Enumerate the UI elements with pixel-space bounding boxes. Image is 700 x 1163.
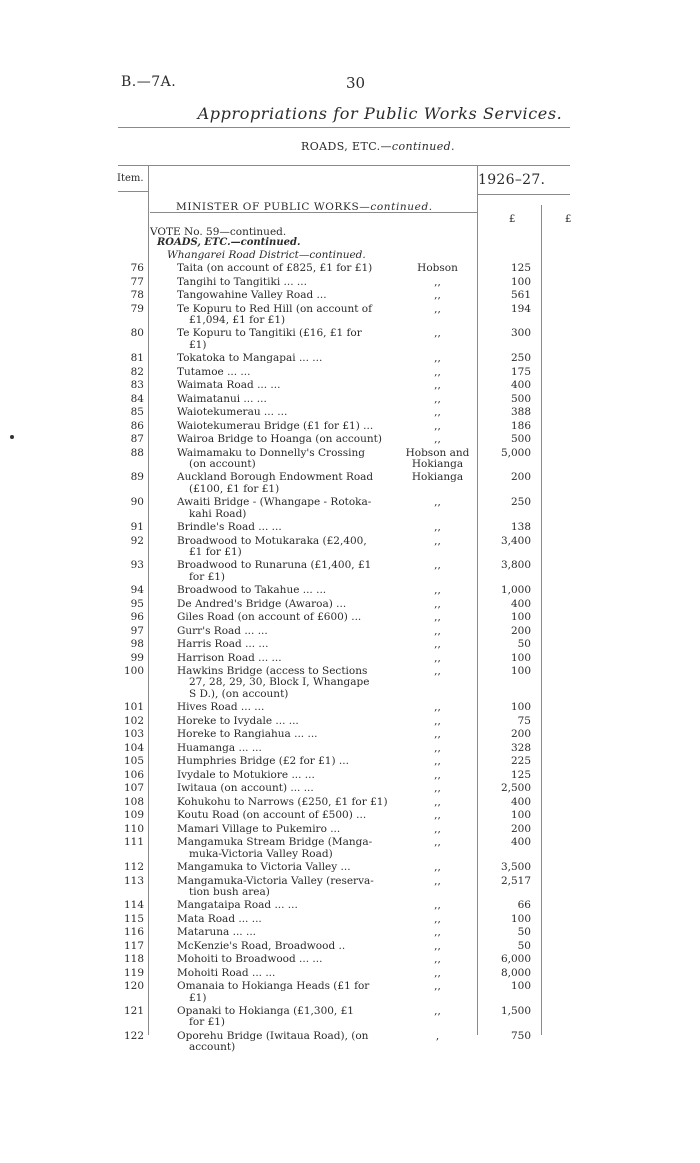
item-description: account)	[189, 1041, 236, 1054]
item-description: Iwitaua (on account) ... ...	[177, 782, 314, 795]
amount: 8,000	[500, 966, 531, 979]
item-description: Mata Road ... ...	[177, 912, 262, 925]
item-number: 122	[123, 1029, 144, 1042]
item-number: 111	[123, 836, 144, 849]
item-number: 79	[130, 302, 144, 315]
electorate: ,,	[434, 822, 441, 835]
amount: 2,500	[500, 782, 531, 795]
electorate: ,,	[434, 701, 441, 714]
page-title: Appropriations for Public Works Services.	[197, 104, 563, 123]
item-description: McKenzie's Road, Broadwood ..	[177, 939, 346, 952]
item-description: Broadwood to Takahue ... ...	[177, 584, 327, 597]
electorate: ,,	[434, 980, 441, 993]
amount: 186	[510, 419, 531, 432]
item-number: 109	[123, 809, 144, 822]
item-description: Humphries Bridge (£2 for £1) ...	[177, 755, 349, 768]
amount: 3,800	[500, 559, 531, 572]
amount: 138	[510, 521, 531, 533]
amount: 400	[510, 597, 531, 610]
item-number: 80	[130, 327, 144, 340]
amount: 1,000	[500, 584, 531, 597]
item-number: 114	[123, 899, 144, 912]
item-description: Mohoiti Road ... ...	[177, 966, 276, 979]
amount: 500	[510, 433, 531, 446]
amount: 250	[510, 496, 531, 509]
margin-mark	[10, 435, 14, 439]
item-description: Horeke to Rangiahua ... ...	[177, 728, 318, 741]
item-description: Waimata Road ... ...	[177, 379, 281, 392]
item-number: 83	[130, 379, 144, 392]
item-description: Waiotekumerau Bridge (£1 for £1) ...	[177, 419, 374, 432]
district-heading: Whangarei Road District—continued.	[167, 249, 366, 261]
amount: 194	[510, 302, 531, 315]
item-description: Brindle's Road ... ...	[177, 521, 282, 533]
item-number: 90	[130, 496, 144, 509]
item-number: 117	[123, 939, 144, 952]
table-top-rule	[118, 165, 570, 166]
item-number: 82	[130, 365, 144, 378]
item-description: Waiotekumerau ... ...	[177, 406, 288, 419]
item-description: Broadwood to Motukaraka (£2,400,	[177, 534, 367, 547]
page-reference: B.—7A.	[121, 74, 177, 90]
electorate: Hobson	[417, 262, 458, 274]
amount: 100	[510, 275, 531, 288]
section-subtitle	[0, 140, 700, 153]
electorate: ,,	[434, 433, 441, 446]
amount: 328	[510, 741, 531, 754]
electorate: ,,	[434, 327, 441, 340]
item-column-header: Item.	[117, 173, 144, 184]
item-description: Te Kopuru to Red Hill (on account of	[177, 302, 373, 315]
electorate: ,,	[434, 611, 441, 624]
year-header-rule	[478, 194, 570, 195]
item-column-divider	[148, 165, 149, 1035]
item-number: 106	[123, 768, 144, 781]
item-description: Broadwood to Runaruna (£1,400, £1	[177, 559, 372, 572]
item-number: 77	[130, 275, 144, 288]
electorate: Hobson and	[405, 446, 470, 459]
electorate: ,,	[434, 597, 441, 610]
electorate: ,,	[434, 966, 441, 979]
item-number: 99	[130, 651, 144, 664]
amount: 388	[510, 406, 531, 419]
item-description: Tangowahine Valley Road ...	[177, 289, 327, 301]
item-description: Mataruna ... ...	[177, 926, 256, 939]
item-description: (£100, £1 for £1)	[189, 482, 280, 495]
amount: 250	[510, 352, 531, 365]
item-description: Mangataipa Road ... ...	[177, 899, 298, 912]
amount: 6,000	[500, 953, 531, 966]
electorate: Hokianga	[411, 471, 464, 484]
amount: 400	[510, 379, 531, 392]
amount: 100	[510, 701, 531, 714]
amount: 100	[510, 651, 531, 664]
item-number: 98	[130, 638, 144, 651]
electorate: ,,	[434, 782, 441, 795]
item-number: 107	[123, 782, 144, 795]
item-description: Waimatanui ... ...	[177, 392, 267, 405]
item-description: Hawkins Bridge (access to Sections	[177, 665, 368, 678]
item-number: 85	[130, 406, 144, 419]
electorate: ,,	[434, 795, 441, 808]
amount: 2,517	[500, 874, 531, 887]
amount: 100	[510, 611, 531, 624]
item-description: Mamari Village to Pukemiro ...	[177, 822, 341, 835]
electorate: ,,	[434, 912, 441, 925]
item-number: 116	[123, 926, 144, 939]
electorate: ,,	[434, 419, 441, 432]
item-number: 76	[130, 262, 144, 274]
item-description: 27, 28, 29, 30, Block I, Whangape	[189, 676, 370, 689]
electorate: ,,	[434, 534, 441, 547]
electorate: ,,	[434, 365, 441, 378]
electorate: ,,	[434, 302, 441, 315]
electorate: ,,	[434, 275, 441, 288]
electorate: ,,	[434, 926, 441, 939]
item-description: £1)	[189, 991, 207, 1004]
item-description: £1)	[189, 338, 207, 351]
item-number: 92	[130, 534, 144, 547]
item-number: 89	[130, 471, 144, 484]
subtitle-main: ROADS, ETC.—	[301, 140, 392, 153]
electorate: ,	[435, 1029, 440, 1042]
item-number: 97	[130, 624, 144, 637]
item-number: 105	[123, 755, 144, 768]
item-description: Auckland Borough Endowment Road	[177, 471, 374, 484]
amount: 1,500	[500, 1005, 531, 1018]
item-description: Mangamuka-Victoria Valley (reserva-	[177, 874, 374, 887]
electorate: ,,	[434, 496, 441, 509]
amount: 500	[510, 392, 531, 405]
electorate: ,,	[434, 874, 441, 887]
minister-rule	[150, 212, 477, 213]
electorate: ,,	[434, 392, 441, 405]
item-description: for £1)	[189, 1016, 226, 1029]
electorate: ,,	[434, 624, 441, 637]
item-description: (on account)	[189, 457, 256, 470]
item-description: Te Kopuru to Tangitiki (£16, £1 for	[177, 327, 362, 340]
electorate: ,,	[434, 899, 441, 912]
electorate: ,,	[434, 651, 441, 664]
amount: 400	[510, 795, 531, 808]
electorate: ,,	[434, 638, 441, 651]
item-description: Waimamaku to Donnelly's Crossing	[177, 446, 366, 459]
item-description: Mohoiti to Broadwood ... ...	[177, 953, 323, 966]
item-description: Harrison Road ... ...	[177, 651, 282, 664]
item-number: 95	[130, 597, 144, 610]
amount: 200	[510, 728, 531, 741]
title-rule	[118, 127, 570, 128]
item-number: 86	[130, 419, 144, 432]
item-description: Horeke to Ivydale ... ...	[177, 714, 299, 727]
item-description: Opanaki to Hokianga (£1,300, £1	[177, 1005, 354, 1018]
item-description: Mangamuka Stream Bridge (Manga-	[177, 836, 373, 849]
item-number: 120	[123, 980, 144, 993]
item-number: 102	[123, 714, 144, 727]
amount: 200	[510, 624, 531, 637]
electorate: ,,	[434, 379, 441, 392]
item-description: Tokatoka to Mangapai ... ...	[177, 352, 323, 365]
amount: 125	[510, 262, 531, 274]
item-description: Mangamuka to Victoria Valley ...	[177, 861, 351, 873]
amount: 561	[510, 289, 531, 301]
item-description: tion bush area)	[189, 885, 270, 898]
electorate: ,,	[434, 939, 441, 952]
item-description: Oporehu Bridge (Iwitaua Road), (on	[177, 1029, 369, 1042]
item-description: Koutu Road (on account of £500) ...	[177, 809, 367, 822]
roads-heading: ROADS, ETC.—continued.	[157, 237, 301, 248]
item-description: £1 for £1)	[189, 545, 242, 558]
page-number: 30	[346, 74, 366, 92]
electorate: ,,	[434, 289, 441, 301]
item-description: muka-Victoria Valley Road)	[189, 847, 333, 860]
minister-main: MINISTER OF PUBLIC WORKS—	[176, 201, 371, 213]
item-description: £1,094, £1 for £1)	[189, 313, 286, 326]
amount: 3,500	[500, 861, 531, 873]
item-number: 81	[130, 352, 144, 365]
pound-symbol-1: £	[509, 214, 516, 225]
amount: 750	[510, 1029, 531, 1042]
item-description: Tangihi to Tangitiki ... ...	[177, 275, 307, 288]
item-description: Gurr's Road ... ...	[177, 624, 268, 637]
item-number: 87	[130, 433, 144, 446]
amount: 200	[510, 822, 531, 835]
electorate: ,,	[434, 768, 441, 781]
pound-column-divider	[541, 205, 542, 1035]
amount: 5,000	[500, 446, 531, 459]
item-description: Wairoa Bridge to Hoanga (on account)	[177, 433, 382, 446]
item-number: 84	[130, 392, 144, 405]
item-number: 108	[123, 795, 144, 808]
amount: 100	[510, 665, 531, 678]
electorate: ,,	[434, 352, 441, 365]
amount: 125	[510, 768, 531, 781]
item-description: kahi Road)	[189, 507, 247, 520]
item-description: Omanaia to Hokianga Heads (£1 for	[177, 980, 370, 993]
item-number: 96	[130, 611, 144, 624]
item-description: Harris Road ... ...	[177, 638, 269, 651]
item-description: De Andred's Bridge (Awaroa) ...	[177, 597, 347, 610]
amount: 400	[510, 836, 531, 849]
electorate: ,,	[434, 809, 441, 822]
item-description: Kohukohu to Narrows (£250, £1 for £1)	[177, 795, 388, 808]
electorate: ,,	[434, 406, 441, 419]
amount: 100	[510, 809, 531, 822]
item-number: 91	[130, 521, 144, 533]
item-description: Awaiti Bridge - (Whangape - Rotoka-	[177, 496, 372, 509]
item-description: Ivydale to Motukiore ... ...	[177, 768, 315, 781]
item-number: 101	[123, 701, 144, 714]
item-number: 103	[123, 728, 144, 741]
item-number: 94	[130, 584, 144, 597]
minister-continued: continued.	[370, 201, 433, 213]
amount: 50	[517, 638, 531, 651]
item-description: Hives Road ... ...	[177, 701, 265, 714]
item-number: 118	[123, 953, 144, 966]
item-number: 119	[123, 966, 144, 979]
item-description: Taita (on account of £825, £1 for £1)	[177, 262, 373, 274]
item-description: Huamanga ... ...	[177, 741, 262, 754]
electorate: ,,	[434, 836, 441, 849]
item-header-rule	[118, 191, 148, 192]
amount: 175	[510, 365, 531, 378]
electorate: ,,	[434, 584, 441, 597]
year-column-header: 1926–27.	[478, 172, 546, 188]
electorate: ,,	[434, 755, 441, 768]
item-description: Giles Road (on account of £600) ...	[177, 611, 362, 624]
electorate: ,,	[434, 559, 441, 572]
electorate: Hokianga	[411, 457, 464, 470]
amount: 200	[510, 471, 531, 484]
item-description: for £1)	[189, 570, 226, 583]
item-number: 100	[123, 665, 144, 678]
amount: 100	[510, 912, 531, 925]
item-number: 110	[123, 822, 144, 835]
item-number: 93	[130, 559, 144, 572]
subtitle-continued: continued.	[391, 140, 455, 153]
item-number: 115	[123, 912, 144, 925]
amount: 300	[510, 327, 531, 340]
amount: 3,400	[500, 534, 531, 547]
item-number: 88	[130, 446, 144, 459]
pound-symbol-2: £	[565, 214, 572, 225]
electorate: ,,	[434, 728, 441, 741]
electorate: ,,	[434, 953, 441, 966]
amount: 225	[510, 755, 531, 768]
item-number: 113	[123, 874, 144, 887]
electorate: ,,	[434, 1005, 441, 1018]
electorate: ,,	[434, 714, 441, 727]
electorate: ,,	[434, 741, 441, 754]
amount: 50	[517, 926, 531, 939]
item-number: 78	[130, 289, 144, 301]
amount: 100	[510, 980, 531, 993]
electorate: ,,	[434, 521, 441, 533]
item-description: S D.), (on account)	[189, 687, 289, 700]
item-number: 121	[123, 1005, 144, 1018]
item-number: 112	[123, 861, 144, 873]
amount: 50	[517, 939, 531, 952]
amount: 75	[517, 714, 531, 727]
electorate: ,,	[434, 861, 441, 873]
item-description: Tutamoe ... ...	[177, 365, 251, 378]
amount: 66	[517, 899, 531, 912]
vote-heading: VOTE No. 59—continued.	[150, 226, 287, 238]
electorate: ,,	[434, 665, 441, 678]
item-number: 104	[123, 741, 144, 754]
